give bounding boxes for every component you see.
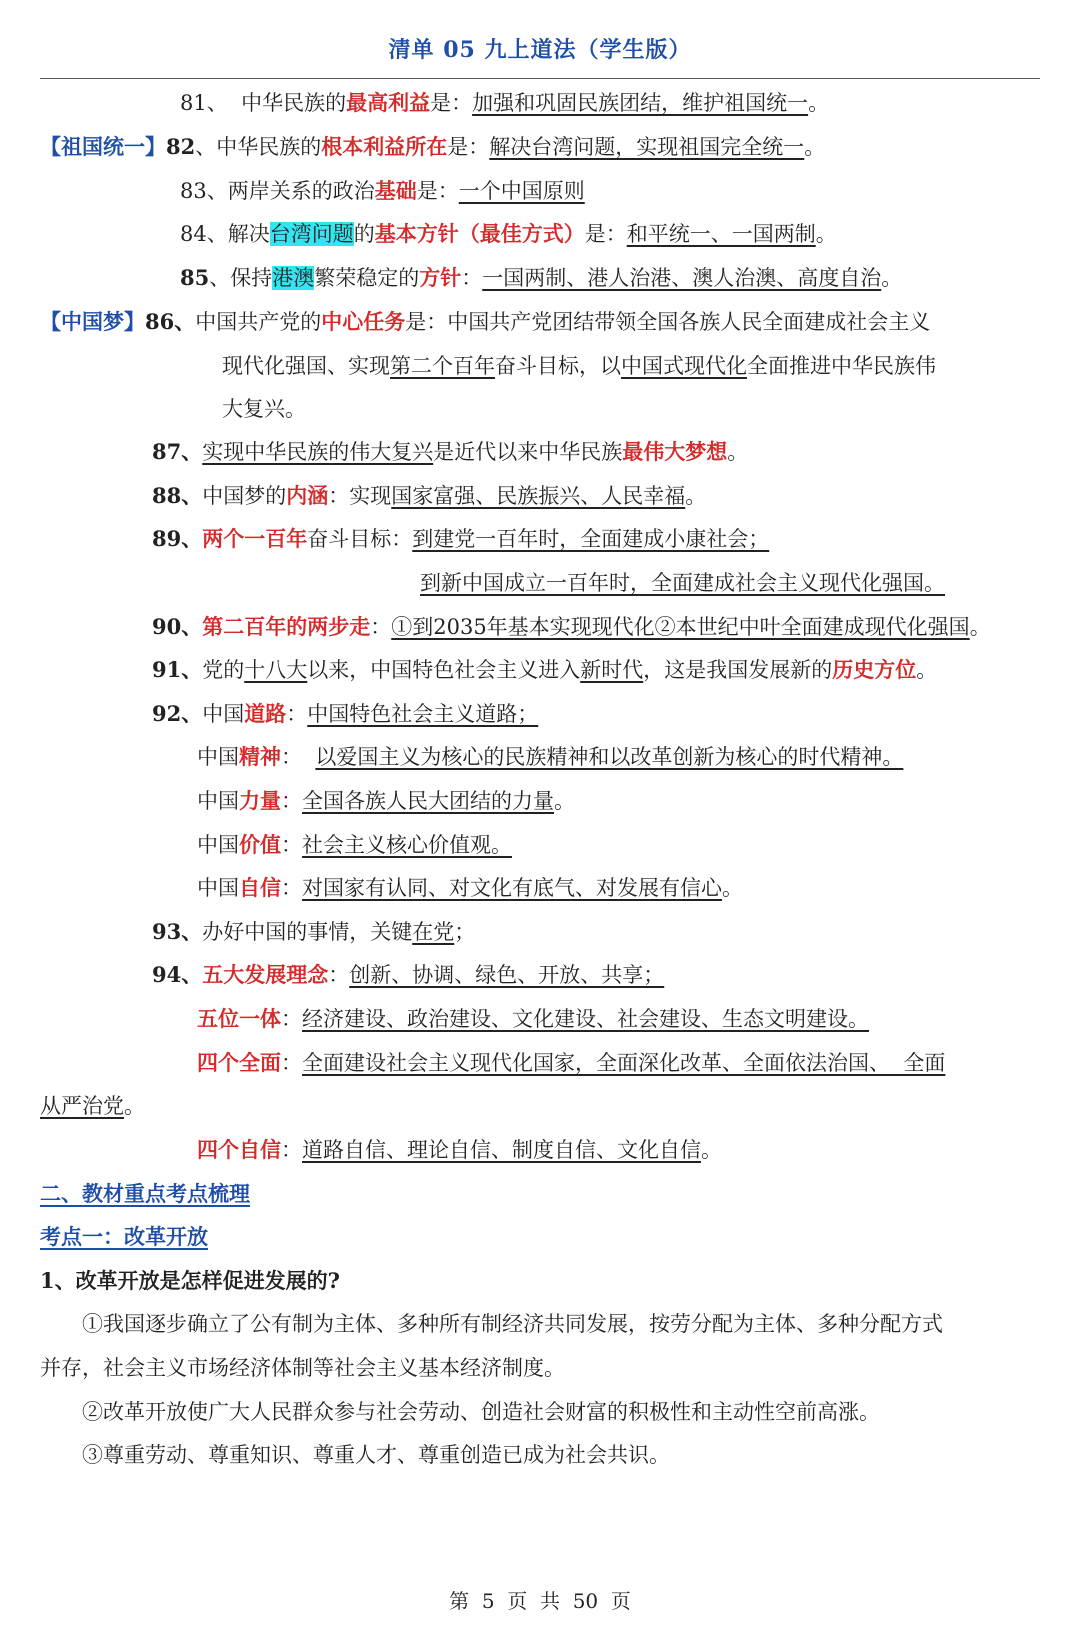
- item-89: [152, 524, 769, 554]
- item-text: 奋斗目标：: [307, 527, 413, 551]
- item-text: ：: [281, 745, 316, 769]
- item-text: 中国共产党的: [195, 310, 322, 334]
- item-text: 。: [804, 135, 826, 159]
- item-number: 84: [180, 222, 207, 246]
- item-number: 89、: [152, 526, 203, 551]
- item-number: 91、: [152, 657, 203, 682]
- item-key: 历史方位: [832, 657, 917, 682]
- item-key: 最高利益: [346, 90, 431, 115]
- item-text: ：: [461, 266, 483, 290]
- item-key: 五大发展理念: [202, 962, 329, 987]
- item-key: 基础: [374, 178, 417, 203]
- item-number: 81、: [180, 91, 228, 115]
- item-answer: ①到2035年基本实现现代化②本世纪中叶全面建成现代化强国: [391, 615, 970, 639]
- item-answer: 十八大: [244, 658, 308, 682]
- item-text: 。: [554, 789, 575, 813]
- item-text: 。: [815, 222, 837, 246]
- item-answer: 一国两制、港人治港、澳人治澳、高度自治: [482, 266, 882, 290]
- item-text: 繁荣稳定的: [314, 266, 420, 290]
- item-answer: 和平统一、一国两制: [626, 222, 816, 246]
- item-text: ：: [281, 833, 302, 857]
- item-answer: 新时代: [580, 658, 644, 682]
- item-text: 办好中国的事情，关键: [202, 920, 413, 944]
- item-text: ，这是我国发展新的: [643, 658, 833, 682]
- item-88: [152, 481, 706, 511]
- item-text: 中华民族的: [241, 91, 347, 115]
- item-number: 82: [166, 134, 196, 159]
- item-number: 85: [180, 265, 210, 290]
- item-text: 中国: [197, 745, 239, 769]
- item-key: 中心任务: [321, 309, 406, 334]
- item-answer: 社会主义核心价值观。: [302, 833, 512, 857]
- item-answer: 在党: [412, 920, 455, 944]
- item-text: 中国: [197, 876, 239, 900]
- item-84: [180, 219, 837, 249]
- item-text: 的: [353, 222, 375, 246]
- item-number: 88、: [152, 483, 203, 508]
- item-number: 93、: [152, 919, 203, 944]
- item-text: 大复兴。: [222, 397, 306, 421]
- item-text: 。: [808, 91, 830, 115]
- category-tag: 【祖国统一】: [40, 134, 166, 159]
- item-number: 87、: [152, 439, 203, 464]
- item-text: 是：中国共产党团结带领全国各族人民全面建成社会主义: [405, 310, 931, 334]
- item-89-line-2: [420, 568, 945, 598]
- item-key: 五位一体: [197, 1006, 281, 1031]
- item-86: [40, 307, 930, 337]
- item-number: 90、: [152, 614, 203, 639]
- item-answer: 全面建设社会主义现代化国家，全面深化改革、全面依法治国、 全面: [302, 1051, 946, 1075]
- item-92: [152, 699, 538, 729]
- item-text: ：: [286, 702, 308, 726]
- item-key: 四个自信: [197, 1137, 281, 1162]
- topic-heading[interactable]: [40, 1222, 208, 1252]
- item-answer: 以爱国主义为核心的民族精神和以改革创新为核心的时代精神。: [315, 745, 904, 769]
- paragraph-1-cont: 并存，社会主义市场经济体制等社会主义基本经济制度。: [40, 1356, 565, 1380]
- item-83: [180, 176, 585, 206]
- question-heading: 1、改革开放是怎样促进发展的?: [40, 1268, 340, 1293]
- item-text: 是：: [416, 179, 459, 203]
- item-text: 中国: [197, 833, 239, 857]
- item-answer: 道路自信、理论自信、制度自信、文化自信: [302, 1138, 701, 1162]
- paragraph-3: ③尊重劳动、尊重知识、尊重人才、尊重创造已成为社会共识。: [82, 1443, 670, 1467]
- item-91: [152, 655, 937, 685]
- item-key: 根本利益所在: [321, 134, 448, 159]
- item-92-row-5: [197, 873, 743, 903]
- item-82: [40, 132, 825, 162]
- item-answer: 到新中国成立一百年时，全面建成社会主义现代化强国。: [420, 571, 945, 595]
- item-text: 党的: [202, 658, 245, 682]
- item-key: 方针: [419, 265, 462, 290]
- item-text: 中国: [202, 702, 245, 726]
- item-text: 现代化强国、实现: [222, 354, 390, 378]
- item-answer: 对国家有认同、对文化有底气、对发展有信心: [302, 876, 722, 900]
- item-text: 。: [916, 658, 938, 682]
- topic-heading-link[interactable]: 考点一：改革开放: [40, 1224, 208, 1249]
- item-text: 。: [124, 1094, 145, 1118]
- item-text: 。: [722, 876, 743, 900]
- item-94-row-2: [197, 1004, 869, 1034]
- item-answer: 国家富强、民族振兴、人民幸福: [391, 484, 686, 508]
- item-text: 是：: [447, 135, 490, 159]
- item-answer: 从严治党: [40, 1094, 124, 1118]
- item-number: 83: [180, 179, 207, 203]
- item-94-row-4: [197, 1135, 722, 1165]
- item-87: [152, 437, 748, 467]
- item-92-row-3: [197, 786, 575, 816]
- item-answer: 创新、协调、绿色、开放、共享；: [349, 963, 665, 987]
- item-text: 全面推进中华民族伟: [747, 354, 936, 378]
- item-text: ：: [328, 963, 350, 987]
- item-93: [152, 917, 475, 947]
- item-key: 第二百年的两步走: [202, 614, 371, 639]
- item-key: 道路: [244, 701, 287, 726]
- item-answer: 中国式现代化: [621, 354, 747, 378]
- paragraph-1: ①我国逐步确立了公有制为主体、多种所有制经济共同发展，按劳分配为主体、多种分配方式: [82, 1312, 943, 1336]
- category-tag: 【中国梦】: [40, 309, 145, 334]
- item-90: [152, 612, 991, 642]
- item-text: ；: [454, 920, 476, 944]
- item-text: 是近代以来中华民族: [433, 440, 623, 464]
- item-text: ：: [281, 789, 302, 813]
- page-header: [40, 30, 1040, 79]
- item-text: ：: [370, 615, 392, 639]
- item-94-row-3-cont: [40, 1091, 145, 1121]
- highlighted-text: 台湾问题: [269, 222, 354, 246]
- item-86-line-3: [222, 394, 306, 424]
- item-81: [180, 88, 829, 118]
- item-answer: 解决台湾问题，实现祖国完全统一: [489, 135, 805, 159]
- item-key: 两个一百年: [202, 526, 308, 551]
- item-answer: 全国各族人民大团结的力量: [302, 789, 554, 813]
- item-answer: 一个中国原则: [458, 179, 585, 203]
- item-answer: 经济建设、政治建设、文化建设、社会建设、生态文明建设。: [302, 1007, 869, 1031]
- item-text: ：: [281, 1138, 302, 1162]
- item-text: 、保持: [209, 266, 273, 290]
- page-footer: 第 5 页 共 50 页: [449, 1589, 631, 1613]
- item-number: 86、: [145, 309, 196, 334]
- page-title: 清单 05 九上道法（学生版）: [388, 37, 692, 63]
- item-92-row-4: [197, 830, 512, 860]
- highlighted-text: 港澳: [272, 266, 315, 290]
- item-key: 自信: [239, 875, 281, 900]
- item-text: 、中华民族的: [195, 135, 322, 159]
- item-86-line-2: [222, 351, 936, 381]
- item-text: 、解决: [206, 222, 270, 246]
- item-key: 价值: [239, 832, 281, 857]
- item-key: 最伟大梦想: [622, 439, 728, 464]
- item-94: [152, 960, 664, 990]
- item-text: 。: [969, 615, 991, 639]
- item-85: [180, 263, 902, 293]
- item-94-row-3: [197, 1048, 945, 1078]
- item-answer: 中国特色社会主义道路；: [307, 702, 539, 726]
- item-text: 是：: [584, 222, 627, 246]
- item-answer: 到建党一百年时，全面建成小康社会；: [412, 527, 770, 551]
- section-heading-link[interactable]: 二、教材重点考点梳理: [40, 1181, 250, 1206]
- item-answer: 加强和巩固民族团结，维护祖国统一: [472, 91, 809, 115]
- item-text: ：实现: [328, 484, 392, 508]
- item-answer: 第二个百年: [390, 354, 495, 378]
- section-heading[interactable]: [40, 1179, 250, 1209]
- item-answer: 实现中华民族的伟大复兴: [202, 440, 434, 464]
- item-text: 。: [727, 440, 749, 464]
- item-key: 基本方针（最佳方式）: [374, 221, 585, 246]
- item-text: 。: [701, 1138, 722, 1162]
- item-text: 、两岸关系的政治: [206, 179, 375, 203]
- item-text: ：: [281, 1051, 302, 1075]
- item-text: 是：: [430, 91, 473, 115]
- item-92-row-2: [197, 742, 903, 772]
- item-text: 以来，中国特色社会主义进入: [307, 658, 581, 682]
- item-number: 92、: [152, 701, 203, 726]
- item-text: ：: [281, 1007, 302, 1031]
- item-key: 四个全面: [197, 1050, 281, 1075]
- item-text: 。: [685, 484, 707, 508]
- item-text: 奋斗目标，以: [495, 354, 621, 378]
- item-text: ：: [281, 876, 302, 900]
- item-text: 中国梦的: [202, 484, 287, 508]
- item-text: 。: [881, 266, 903, 290]
- paragraph-2: ②改革开放使广大人民群众参与社会劳动、创造社会财富的积极性和主动性空前高涨。: [82, 1400, 880, 1424]
- item-key: 内涵: [286, 483, 329, 508]
- item-key: 精神: [239, 744, 281, 769]
- item-text: 中国: [197, 789, 239, 813]
- item-key: 力量: [239, 788, 281, 813]
- item-number: 94、: [152, 962, 203, 987]
